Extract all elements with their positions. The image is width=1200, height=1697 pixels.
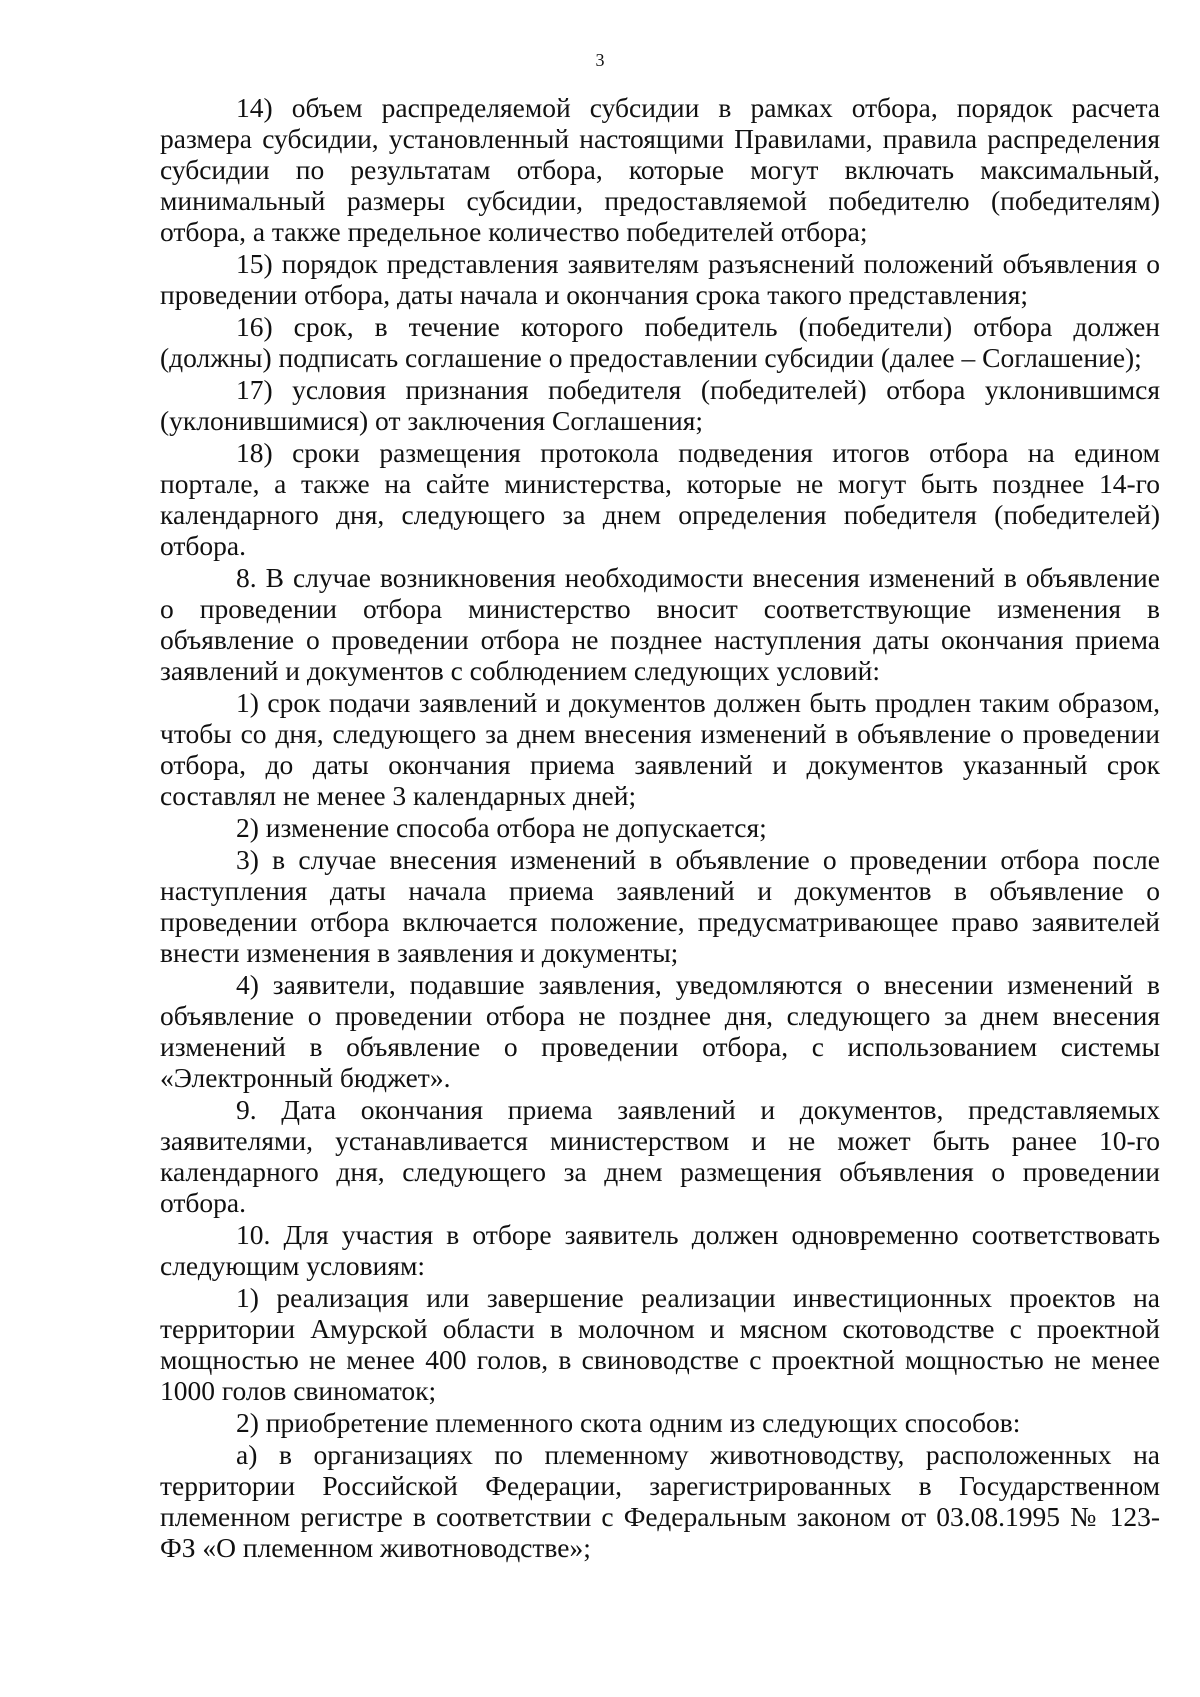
paragraph-item-17: 17) условия признания победителя (победителей) отбора уклонившимся (уклонившимися) от заключения Соглашения;: [160, 374, 1160, 436]
page-number: 3: [595, 50, 605, 70]
paragraph-item-14: 14) объем распределяемой субсидии в рамках отбора, порядок расчета размера субсидии, установленный настоящими Правилами, правила распределения субсидии по результатам отбора, которые могут включать максимальный, минимальный размеры субсидии, предоставляемой победителю (победителям) отбора, а также предельное количество победителей отбора;: [160, 92, 1160, 247]
document-body: [160, 92, 1160, 1564]
paragraph-clause-10-item-2: 2) приобретение племенного скота одним из следующих способов:: [236, 1407, 1021, 1438]
paragraph-clause-10-item-1: 1) реализация или завершение реализации инвестиционных проектов на территории Амурской области в молочном и мясном скотоводстве с проектной мощностью не менее 400 голов, в свиноводстве с проектной мощностью не менее 1000 голов свиноматок;: [160, 1282, 1160, 1406]
paragraph-clause-8-item-4: 4) заявители, подавшие заявления, уведомляются о внесении изменений в объявление о проведении отбора не позднее дня, следующего за днем внесения изменений в объявление о проведении отбора, с использованием системы «Электронный бюджет».: [160, 969, 1160, 1093]
paragraph-clause-10-item-2a: а) в организациях по племенному животноводству, расположенных на территории Российской Федерации, зарегистрированных в Государственном племенном регистре в соответствии с Федеральным законом от 03.08.1995 № 123-ФЗ «О племенном животноводстве»;: [160, 1439, 1160, 1563]
paragraph-clause-8-item-1: 1) срок подачи заявлений и документов должен быть продлен таким образом, чтобы со дня, следующего за днем внесения изменений в объявление о проведении отбора, до даты окончания приема заявлений и документов указанный срок составлял не менее 3 календарных дней;: [160, 687, 1160, 811]
paragraph-clause-8-item-2: 2) изменение способа отбора не допускается;: [236, 812, 767, 843]
paragraph-item-18: 18) сроки размещения протокола подведения итогов отбора на едином портале, а также на сайте министерства, которые не могут быть позднее 14-го календарного дня, следующего за днем определения победителя (победителей) отбора.: [160, 437, 1160, 561]
paragraph-clause-8: 8. В случае возникновения необходимости внесения изменений в объявление о проведении отбора министерство вносит соответствующие изменения в объявление о проведении отбора не позднее наступления даты окончания приема заявлений и документов с соблюдением следующих условий:: [160, 562, 1160, 686]
paragraph-clause-10: 10. Для участия в отборе заявитель должен одновременно соответствовать следующим условиям:: [160, 1219, 1160, 1281]
paragraph-item-15: 15) порядок представления заявителям разъяснений положений объявления о проведении отбора, даты начала и окончания срока такого представления;: [160, 248, 1160, 310]
paragraph-clause-8-item-3: 3) в случае внесения изменений в объявление о проведении отбора после наступления даты начала приема заявлений и документов в объявление о проведении отбора включается положение, предусматривающее право заявителей внести изменения в заявления и документы;: [160, 844, 1160, 968]
paragraph-item-16: 16) срок, в течение которого победитель (победители) отбора должен (должны) подписать соглашение о предоставлении субсидии (далее – Соглашение);: [160, 311, 1160, 373]
paragraph-clause-9: 9. Дата окончания приема заявлений и документов, представляемых заявителями, устанавливается министерством и не может быть ранее 10-го календарного дня, следующего за днем размещения объявления о проведении отбора.: [160, 1094, 1160, 1218]
